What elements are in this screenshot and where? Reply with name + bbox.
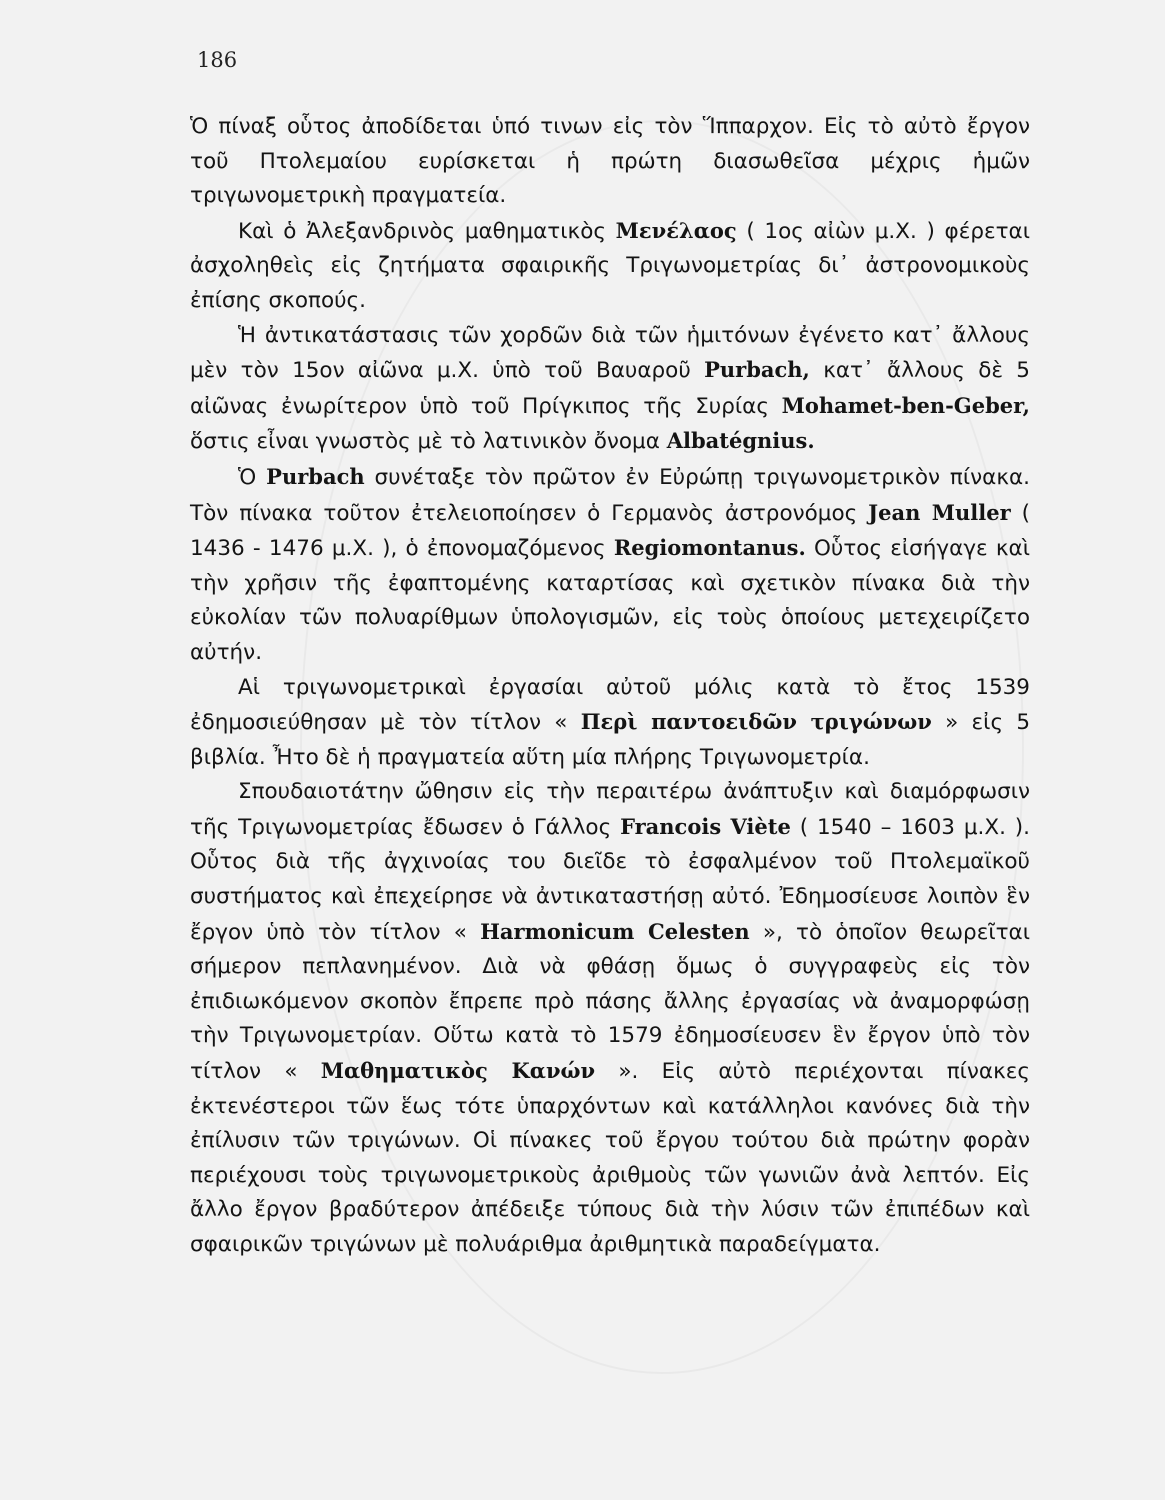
bold-name: Purbach, xyxy=(704,357,810,383)
bold-name: Regiomontanus. xyxy=(613,535,806,561)
text-run: Οὗτος εἰσήγαγε καὶ τὴν χρῆσιν τῆς ἐφαπτομένης καταρτίσας καὶ σχετικὸν πίνακα διὰ τὴν εὐκολίαν τῶν πολυαρίθμων ὑπολογισμῶν, εἰς τοὺς ὁποίους μετεχειρίζετο αὐτήν. xyxy=(190,536,1030,665)
paragraph-3 xyxy=(190,319,1030,460)
bold-title: Μαθηματικὸς Κανών xyxy=(320,1058,596,1084)
text-run: », τὸ ὁποῖον θεωρεῖται σήμερον πεπλανημένον. Διὰ νὰ φθάσῃ ὅμως ὁ συγγραφεὺς εἰς τὸν ἐπιδιωκόμενον σκοπὸν ἔπρεπε πρὸ πάσης ἄλλης ἐργασίας νὰ ἀναμορφώσῃ τὴν Τριγωνομετρίαν. Οὕτω κατὰ τὸ 1579 ἐδημοσίευσεν ἓν ἔργον ὑπὸ τὸν τίτλον « xyxy=(190,919,1030,1085)
text-run: ( 1ος αἰὼν μ.Χ. ) φέρεται ἀσχοληθεὶς εἰς ζητήματα σφαιρικῆς Τριγωνομετρίας δι᾽ ἀστρονομικοὺς ἐπίσης σκοπούς. xyxy=(190,218,1030,313)
bold-name: Francois Viète xyxy=(620,813,791,839)
paragraph-6 xyxy=(190,775,1030,1262)
bold-name: Jean Muller xyxy=(868,499,1011,525)
text-run: Καὶ ὁ Ἀλεξανδρινὸς μαθηματικὸς xyxy=(238,218,616,244)
text-run: συνέταξε τὸν πρῶτον ἐν Εὐρώπῃ τριγωνομετρικὸν πίνακα. Τὸν πίνακα τοῦτον ἐτελειοποίησεν ὁ Γερμανὸς ἀστρονόμος xyxy=(190,464,1030,526)
text-run: ( 1436 - 1476 μ.Χ. ), ὁ ἐπονομαζόμενος xyxy=(190,500,1030,562)
bold-name: Albatégnius. xyxy=(666,428,815,454)
text-run: Ὁ xyxy=(238,464,267,490)
paragraph-1 xyxy=(190,110,1030,214)
text-run: Σπουδαιοτάτην ὤθησιν εἰς τὴν περαιτέρω ἀνάπτυξιν καὶ διαμόρφωσιν τῆς Τριγωνομετρίας ἔδωσεν ὁ Γάλλος xyxy=(190,779,1030,840)
page-number: 186 xyxy=(197,48,238,72)
text-run: ». Εἰς αὐτὸ περιέχονται πίνακες ἐκτενέστεροι τῶν ἕως τότε ὑπαρχόντων καὶ κατάλληλοι κανόνες διὰ τὴν ἐπίλυσιν τῶν τριγώνων. Οἱ πίνακες τοῦ ἔργου τούτου διὰ πρώτην φορὰν περιέχουσι τοὺς τριγωνομετρικοὺς ἀριθμοὺς τῶν γωνιῶν ἀνὰ λεπτόν. Εἰς ἄλλο ἔργον βραδύτερον ἀπέδειξε τύπους διὰ τὴν λύσιν τῶν ἐπιπέδων καὶ σφαιρικῶν τριγώνων μὲ πολυάριθμα ἀριθμητικὰ παραδείγματα. xyxy=(190,1059,1031,1257)
bold-name: Μενέλαος xyxy=(615,217,737,243)
paragraph-4 xyxy=(190,460,1030,671)
text-run: κατ᾽ ἄλλους δὲ 5 αἰῶνας ἐνωρίτερον ὑπὸ τοῦ Πρίγκιπος τῆς Συρίας xyxy=(190,358,1030,419)
text-run: ( 1540 – 1603 μ.Χ. ). Οὗτος διὰ τῆς ἀγχινοίας του διεῖδε τὸ ἐσφαλμένον τοῦ Πτολεμαϊκοῦ συστήματος καὶ ἐπεχείρησε νὰ ἀντικαταστήσῃ αὐτό. Ἐδημοσίευσε λοιπὸν ἓν ἔργον ὑπὸ τὸν τίτλον « xyxy=(190,814,1031,945)
bold-title: Περὶ παντοειδῶν τριγώνων xyxy=(580,709,932,735)
text-run: Ὁ πίναξ οὗτος ἀποδίδεται ὑπό τινων εἰς τὸν Ἵππαρχον. Εἰς τὸ αὐτὸ ἔργον τοῦ Πτολεμαίου ευρίσκεται ἡ πρώτη διασωθεῖσα μέχρις ἡμῶν τριγωνομετρικὴ πραγματεία. xyxy=(190,114,1030,209)
bold-title: Harmonicum Celesten xyxy=(480,918,750,944)
text-run: » εἰς 5 βιβλία. Ἦτο δὲ ἡ πραγματεία αὕτη μία πλήρης Τριγωνομετρία. xyxy=(190,710,1030,770)
text-run: Αἱ τριγωνομετρικαὶ ἐργασίαι αὐτοῦ μόλις κατὰ τὸ ἔτος 1539 ἐδημοσιεύθησαν μὲ τὸν τίτλον « xyxy=(190,674,1030,736)
paragraph-5 xyxy=(190,671,1030,776)
bold-name: Mohamet-ben-Geber, xyxy=(781,392,1030,418)
text-run: Ἡ ἀντικατάστασις τῶν χορδῶν διὰ τῶν ἡμιτόνων ἐγένετο κατ᾽ ἄλλους μὲν τὸν 15ον αἰῶνα μ.Χ. ὑπὸ τοῦ Βαυαροῦ xyxy=(190,322,1030,384)
text-run: ὅστις εἶναι γνωστὸς μὲ τὸ λατινικὸν ὄνομα xyxy=(190,429,667,455)
bold-name: Purbach xyxy=(266,463,365,489)
body-text xyxy=(190,110,1030,1263)
paragraph-2 xyxy=(190,214,1030,319)
